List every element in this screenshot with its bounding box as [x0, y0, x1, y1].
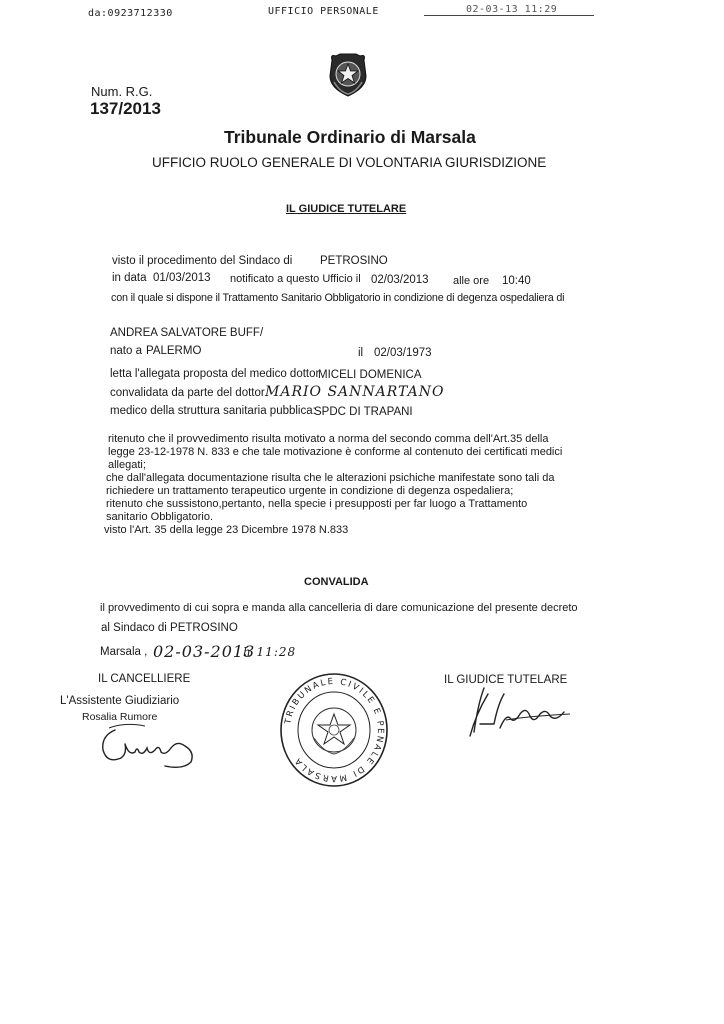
- proposal-doctor: MICELI DOMENICA: [318, 369, 422, 381]
- place-label: Marsala ,: [100, 646, 148, 658]
- procedure-label: visto il procedimento del Sindaco di: [112, 255, 293, 267]
- svg-text:TRIBUNALE CIVILE E PENALE DI M: TRIBUNALE CIVILE E PENALE DI MARSALA: [283, 676, 386, 784]
- convalida-recipient: al Sindaco di PETROSINO: [101, 622, 238, 634]
- patient-name: ANDREA SALVATORE BUFF/: [110, 327, 264, 339]
- notified-label: notificato a questo Ufficio il: [230, 273, 361, 285]
- judge-signature: [460, 684, 580, 744]
- court-seal: [278, 670, 390, 790]
- para-line: ritenuto che il provvedimento risulta motivato a norma del secondo comma dell'Art.35 della: [108, 433, 549, 445]
- treatment-line: con il quale si dispone il Trattamento Sanitario Obbligatorio in condizione di degenza ospedaliera di: [111, 292, 565, 304]
- judge-title: IL GIUDICE TUTELARE: [444, 674, 568, 686]
- born-date: 02/03/1973: [374, 347, 432, 359]
- para-line: che dall'allegata documentazione risulta che le alterazioni psichiche manifestate sono tali da: [106, 472, 555, 484]
- born-place: PALERMO: [146, 345, 202, 357]
- emblem-icon: [326, 52, 370, 98]
- court-name: Tribunale Ordinario di Marsala: [224, 127, 476, 147]
- handwritten-time: h 11:28: [243, 645, 297, 659]
- fax-datetime: 02-03-13 11:29: [466, 4, 558, 15]
- judge-heading: IL GIUDICE TUTELARE: [286, 203, 407, 215]
- para-line: visto l'Art. 35 della legge 23 Dicembre 1978 N.833: [104, 524, 349, 536]
- validated-label: convalidata da parte del dottor: [110, 387, 265, 399]
- proposal-label: letta l'allegata proposta del medico dottor: [110, 368, 320, 380]
- clerk-role: L'Assistente Giudiziario: [60, 695, 180, 707]
- notified-value: 02/03/2013: [371, 274, 429, 286]
- fax-header-rule: [424, 15, 594, 16]
- para-line: sanitario Obbligatorio.: [106, 511, 214, 523]
- time-label: alle ore: [453, 275, 490, 287]
- fax-office: UFFICIO PERSONALE: [268, 6, 379, 17]
- court-office: UFFICIO RUOLO GENERALE DI VOLONTARIA GIURISDIZIONE: [152, 155, 547, 170]
- fax-sender: da:0923712330: [88, 8, 173, 19]
- convalida-heading: CONVALIDA: [304, 576, 369, 588]
- para-line: allegati;: [108, 459, 146, 471]
- in-data-label: in data: [112, 272, 147, 284]
- convalida-line: il provvedimento di cui sopra e manda alla cancelleria di dare comunicazione del presente decreto: [100, 602, 578, 614]
- validated-doctor: MARIO SANNARTANO: [265, 384, 445, 400]
- born-label: nato a: [110, 345, 142, 357]
- case-label: Num. R.G.: [91, 84, 153, 99]
- clerk-name: Rosalia Rumore: [82, 711, 158, 723]
- clerk-title: IL CANCELLIERE: [98, 673, 191, 685]
- handwritten-date: 02-03-2013: [153, 642, 256, 661]
- born-date-label: il: [358, 347, 364, 359]
- facility-label: medico della struttura sanitaria pubblica:: [110, 405, 316, 417]
- in-data-value: 01/03/2013: [153, 272, 211, 284]
- para-line: richiedere un trattamento terapeutico urgente in condizione di degenza ospedaliera;: [106, 485, 514, 497]
- time-value: 10:40: [502, 275, 531, 287]
- case-number: 137/2013: [90, 99, 161, 118]
- para-line: legge 23-12-1978 N. 833 e che tale motivazione è conforme al contenuto dei certificati medici: [108, 446, 563, 458]
- facility-value: SPDC DI TRAPANI: [314, 406, 413, 418]
- para-line: ritenuto che sussistono,pertanto, nella specie i presupposti per far luogo a Trattamento: [106, 498, 528, 510]
- clerk-signature: [95, 722, 205, 772]
- municipality: PETROSINO: [320, 255, 388, 267]
